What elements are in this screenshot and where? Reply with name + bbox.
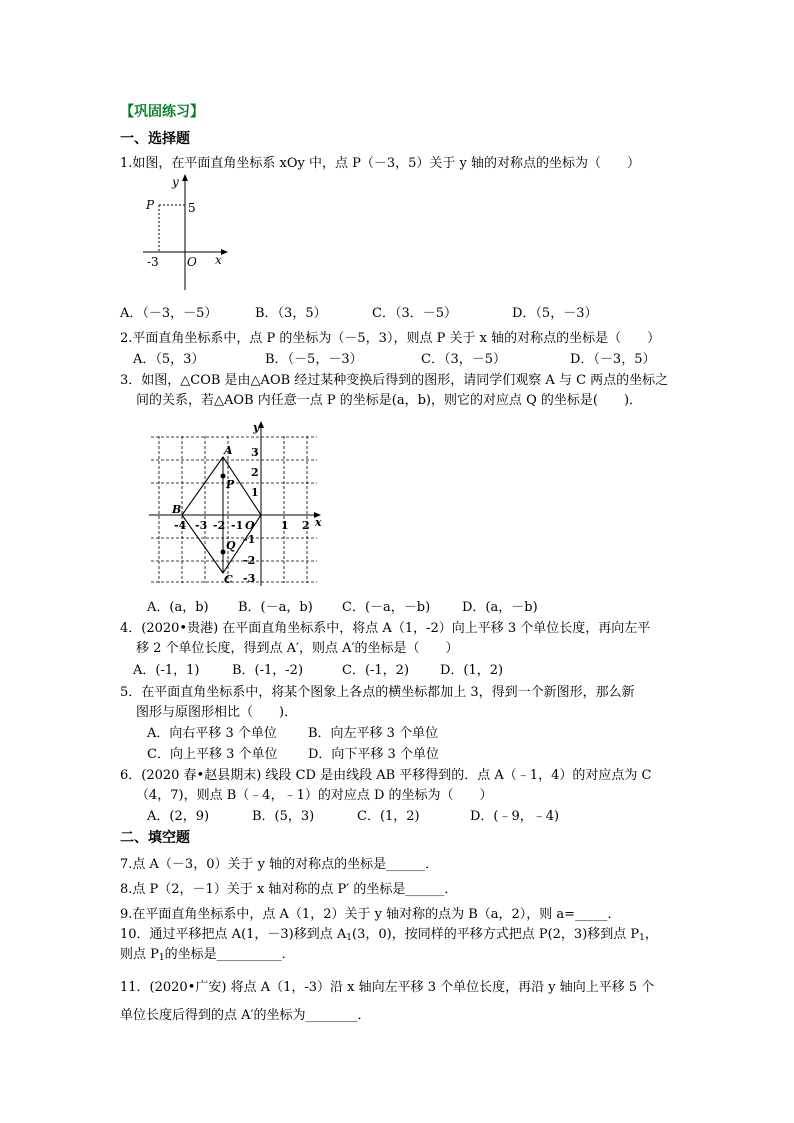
q10-subscript: 1 xyxy=(639,933,645,943)
q6-option-d[interactable]: D．(﹣9，﹣4) xyxy=(470,809,560,824)
q10-subscript: 1 xyxy=(158,953,165,963)
q5-option-d[interactable]: D．向下平移 3 个单位 xyxy=(308,747,439,762)
q11-stem-line2: 单位长度后得到的点 A′的坐标为________． xyxy=(120,1008,371,1023)
q10-text: 10．通过平移把点 A(1，－3)移到点 A xyxy=(120,927,347,942)
q10-text: 的坐标是__________． xyxy=(164,947,295,962)
q3-point-a: A xyxy=(224,444,233,457)
q3-xtick: 2 xyxy=(302,519,310,532)
q3-ytick: -3 xyxy=(243,572,256,585)
q1-option-d[interactable]: D．（5，－3） xyxy=(512,306,598,321)
q1-figure xyxy=(135,172,235,294)
q3-option-b[interactable]: B．(－a，b) xyxy=(238,600,313,615)
q3-option-a[interactable]: A．(a，b) xyxy=(147,600,209,615)
q1-option-c[interactable]: C．（3．－5） xyxy=(372,306,457,321)
q6-stem-line1: 6．(2020 春•赵县期末) 线段 CD 是由线段 AB 平移得到的．点 A（﹣1，4）的对应点为 C xyxy=(120,768,652,783)
q6-option-b[interactable]: B．(5，3) xyxy=(252,809,315,824)
q1-option-a[interactable]: A．（－3，－5） xyxy=(120,306,218,321)
q4-stem-line2: 移 2 个单位长度，得到点 A′，则点 A′的坐标是（ ） xyxy=(136,641,459,656)
q1-tick-neg3: -3 xyxy=(147,255,159,269)
q3-point-p: P xyxy=(226,478,235,491)
q1-y-label: y xyxy=(172,175,179,189)
q3-xtick: -3 xyxy=(195,519,208,532)
q6-option-c[interactable]: C．(1，2) xyxy=(357,809,420,824)
q4-option-a[interactable]: A．(-1，1) xyxy=(133,663,200,678)
q5-option-c[interactable]: C．向上平移 3 个单位 xyxy=(147,747,278,762)
practice-header: 【巩固练习】 xyxy=(120,104,204,120)
q10-stem-line1 xyxy=(120,926,658,947)
q1-point-p: P xyxy=(146,198,155,212)
q5-option-b[interactable]: B．向左平移 3 个单位 xyxy=(308,726,439,741)
q4-option-c[interactable]: C．(-1，2) xyxy=(342,663,410,678)
q3-ytick: 3 xyxy=(251,446,259,459)
q6-stem-line2: （4，7)，则点 B（﹣4，﹣1）的对应点 D 的坐标为（ ） xyxy=(136,788,493,803)
q3-figure xyxy=(145,418,335,588)
q8-stem: 8.点 P（2，－1）关于 x 轴对称的点 P′ 的坐标是______． xyxy=(120,882,458,897)
q2-option-c[interactable]: C．（3，－5） xyxy=(421,352,506,367)
q10-text: (3，0)，按同样的平移方式把点 P(2，3)移到点 P xyxy=(352,927,640,942)
section-choice-title: 一、选择题 xyxy=(120,131,190,147)
q7-stem: 7.点 A（－3，0）关于 y 轴的对称点的坐标是______． xyxy=(120,857,439,872)
q2-option-d[interactable]: D．（－3，5） xyxy=(570,352,656,367)
q5-stem-line2: 图形与原图形相比（ )． xyxy=(136,705,298,720)
q4-stem-line1: 4．(2020•贵港) 在平面直角坐标系中，将点 A（1，-2）向上平移 3 个单位长度，再向左平 xyxy=(120,621,651,636)
q4-option-b[interactable]: B．(-1，-2) xyxy=(232,663,304,678)
q10-text: 则点 P xyxy=(120,947,159,962)
q6-option-a[interactable]: A．(2，9) xyxy=(147,809,210,824)
q5-stem-line1: 5．在平面直角坐标系中，将某个图象上各点的横坐标都加上 3，得到一个新图形，那么新 xyxy=(120,685,635,700)
q2-option-b[interactable]: B．（－5，－3） xyxy=(265,352,363,367)
q3-stem-line2: 间的关系，若△AOB 内任意一点 P 的坐标是(a，b)，则它的对应点 Q 的坐标是( )． xyxy=(136,393,643,408)
q2-stem: 2.平面直角坐标系中，点 P 的坐标为（－5，3），则点 P 关于 x 轴的对称点的坐标是（ ） xyxy=(120,331,661,346)
q2-option-a[interactable]: A．（5，3） xyxy=(133,352,205,367)
q3-xtick: -4 xyxy=(174,519,187,532)
q3-x-label: x xyxy=(315,516,322,529)
q3-y-label: y xyxy=(253,421,260,434)
q1-stem: 1.如图，在平面直角坐标系 xOy 中，点 P（－3，5）关于 y 轴的对称点的坐标为（ ） xyxy=(120,156,641,171)
q3-point-c: C xyxy=(224,573,233,586)
q10-text: ， xyxy=(644,927,658,942)
q1-option-b[interactable]: B．（3，5） xyxy=(255,306,327,321)
q11-stem-line1: 11．(2020•广安) 将点 A（1，-3）沿 x 轴向左平移 3 个单位长度，再沿 y 轴向上平移 5 个 xyxy=(120,980,655,995)
q10-subscript: 1 xyxy=(346,933,353,943)
q3-xtick: 1 xyxy=(281,519,289,532)
q3-ytick: 2 xyxy=(251,466,259,479)
q1-x-label: x xyxy=(215,253,222,267)
q3-ytick: -2 xyxy=(243,554,256,567)
q10-stem-line2 xyxy=(120,946,295,967)
q5-option-a[interactable]: A．向右平移 3 个单位 xyxy=(147,726,277,741)
q3-origin-label: O xyxy=(245,519,255,532)
q9-stem: 9.在平面直角坐标系中，点 A（1，2）关于 y 轴对称的点为 B（a，2），则 a=_____． xyxy=(120,907,621,922)
q3-ytick: -1 xyxy=(243,533,256,546)
q4-option-d[interactable]: D．(1，2) xyxy=(440,663,504,678)
q3-xtick: -2 xyxy=(213,519,226,532)
section-fill-title: 二、填空题 xyxy=(120,830,190,846)
q3-point-q: Q xyxy=(226,539,236,552)
q3-option-c[interactable]: C．(－a，－b) xyxy=(342,600,431,615)
q3-option-d[interactable]: D．(a，－b) xyxy=(462,600,538,615)
q3-ytick: 1 xyxy=(251,486,259,499)
q1-origin-label: O xyxy=(187,255,197,269)
q3-xtick: -1 xyxy=(231,519,244,532)
q3-point-b: B xyxy=(172,503,182,516)
q3-stem-line1: 3．如图，△COB 是由△AOB 经过某种变换后得到的图形，请同学们观察 A 与 C 两点的坐标之 xyxy=(120,373,669,388)
q1-tick-5: 5 xyxy=(188,201,196,215)
